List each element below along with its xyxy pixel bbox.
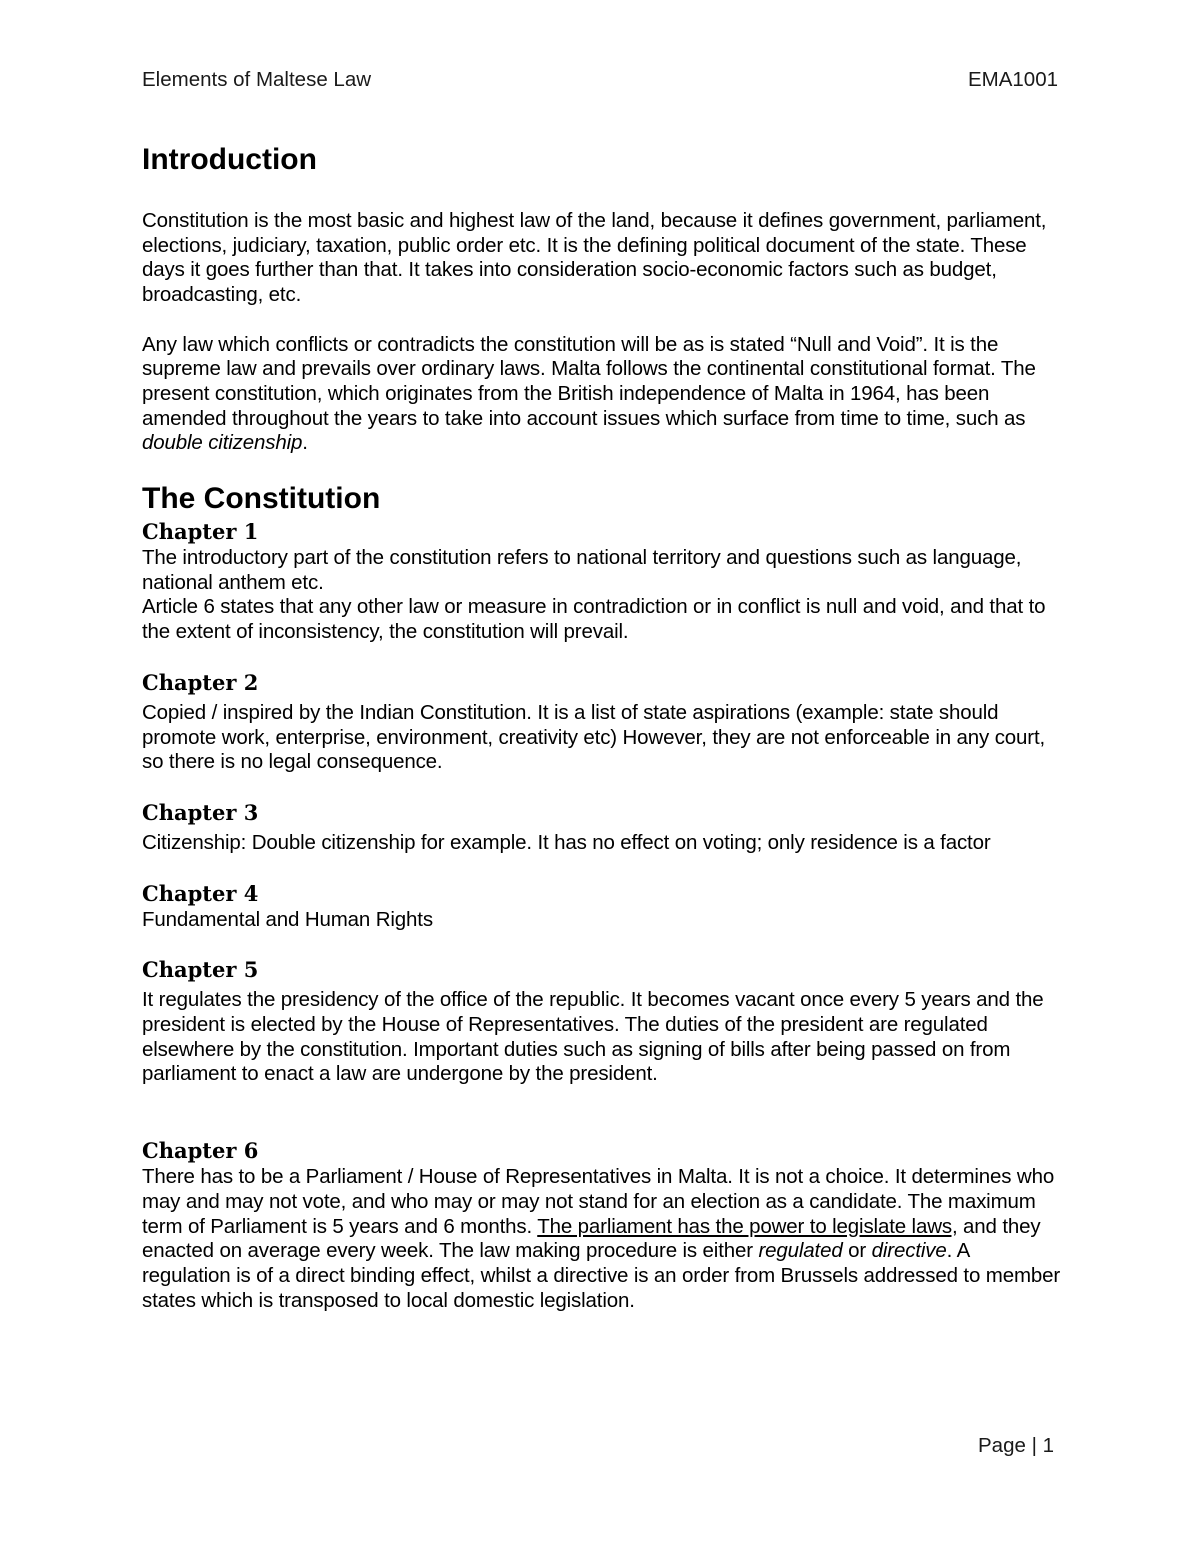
introduction-paragraph-2 bbox=[142, 333, 1062, 457]
chapter-3-paragraph: Citizenship: Double citizenship for example. It has no effect on voting; only residence is a factor bbox=[142, 830, 991, 854]
chapter-2-heading: Chapter 2 bbox=[142, 669, 259, 695]
ch6-text-d: . A regulation is of a direct binding effect, whilst a directive is an order from Brussels addressed to member states which is transposed to local domestic legislation. bbox=[142, 1239, 1061, 1312]
chapter-6-heading: Chapter 6 bbox=[142, 1138, 259, 1164]
chapter-1-paragraph-2: Article 6 states that any other law or measure in contradiction or in conflict is null and void, and that to the extent of inconsistency, the constitution will prevail. bbox=[142, 595, 1046, 644]
page-header bbox=[142, 68, 1058, 98]
chapter-4-heading: Chapter 4 bbox=[142, 880, 259, 906]
chapter-1-heading: Chapter 1 bbox=[142, 519, 259, 545]
intro-p2-text-b: . bbox=[302, 431, 308, 455]
ch6-text-c: or bbox=[842, 1239, 872, 1263]
chapter-2-paragraph: Copied / inspired by the Indian Constitution. It is a list of state aspirations (example: state should promote work, enterprise, environment, creativity etc) However, they are not enforceable in any court, so there is no legal consequence. bbox=[142, 700, 1046, 774]
ch6-underlined-text: The parliament has the power to legislate laws, bbox=[537, 1214, 958, 1238]
chapter-3-heading: Chapter 3 bbox=[142, 799, 259, 825]
constitution-heading: The Constitution bbox=[142, 482, 381, 516]
page-number: Page | 1 bbox=[978, 1434, 1054, 1457]
ch6-text-a: There has to be a Parliament / House of Representatives in Malta. It is not a choice. It determines who may and may not vote, and who may or may not stand for an election as a candidate. The maximum term of Parliament is 5 years and 6 months. bbox=[142, 1165, 1055, 1238]
chapter-4-paragraph: Fundamental and Human Rights bbox=[142, 907, 433, 931]
ch6-text-b: and they enacted on average every week. The law making procedure is either bbox=[142, 1214, 1041, 1263]
introduction-heading: Introduction bbox=[142, 143, 317, 176]
intro-p2-emphasis: double citizenship bbox=[142, 431, 303, 455]
header-course-code: EMA1001 bbox=[967, 68, 1058, 91]
chapter-5-paragraph: It regulates the presidency of the office of the republic. It becomes vacant once every 5 years and the president is elected by the House of Representatives. The duties of the president are regulated elsewhere by the constitution. Important duties such as signing of bills after being passed on from parliament to enact a law are undergone by the president. bbox=[142, 988, 1044, 1086]
header-course-title: Elements of Maltese Law bbox=[142, 68, 372, 91]
ch6-emphasis-regulated: regulated bbox=[758, 1239, 843, 1263]
intro-p2-text-a: Any law which conflicts or contradicts the constitution will be as is stated “Null and Void”. It is the supreme law and prevails over ordinary laws. Malta follows the continental constitutional format. The present constitution, which originates from the British independence of Malta in 1964, has been amended throughout the years to take into account issues which surface from time to time, such as bbox=[142, 332, 1036, 430]
introduction-paragraph-1: Constitution is the most basic and highest law of the land, because it defines government, parliament, elections, judiciary, taxation, public order etc. It is the defining political document of the state. These days it goes further than that. It takes into consideration socio-economic factors such as budget, broadcasting, etc. bbox=[142, 209, 1047, 307]
ch6-emphasis-directive: directive bbox=[871, 1239, 947, 1263]
chapter-5-heading: Chapter 5 bbox=[142, 957, 259, 983]
chapter-1-paragraph-1: The introductory part of the constitution refers to national territory and questions such as language, national anthem etc. bbox=[142, 546, 1022, 594]
document-body bbox=[142, 141, 1062, 1313]
chapter-6-paragraph bbox=[142, 1165, 1062, 1313]
